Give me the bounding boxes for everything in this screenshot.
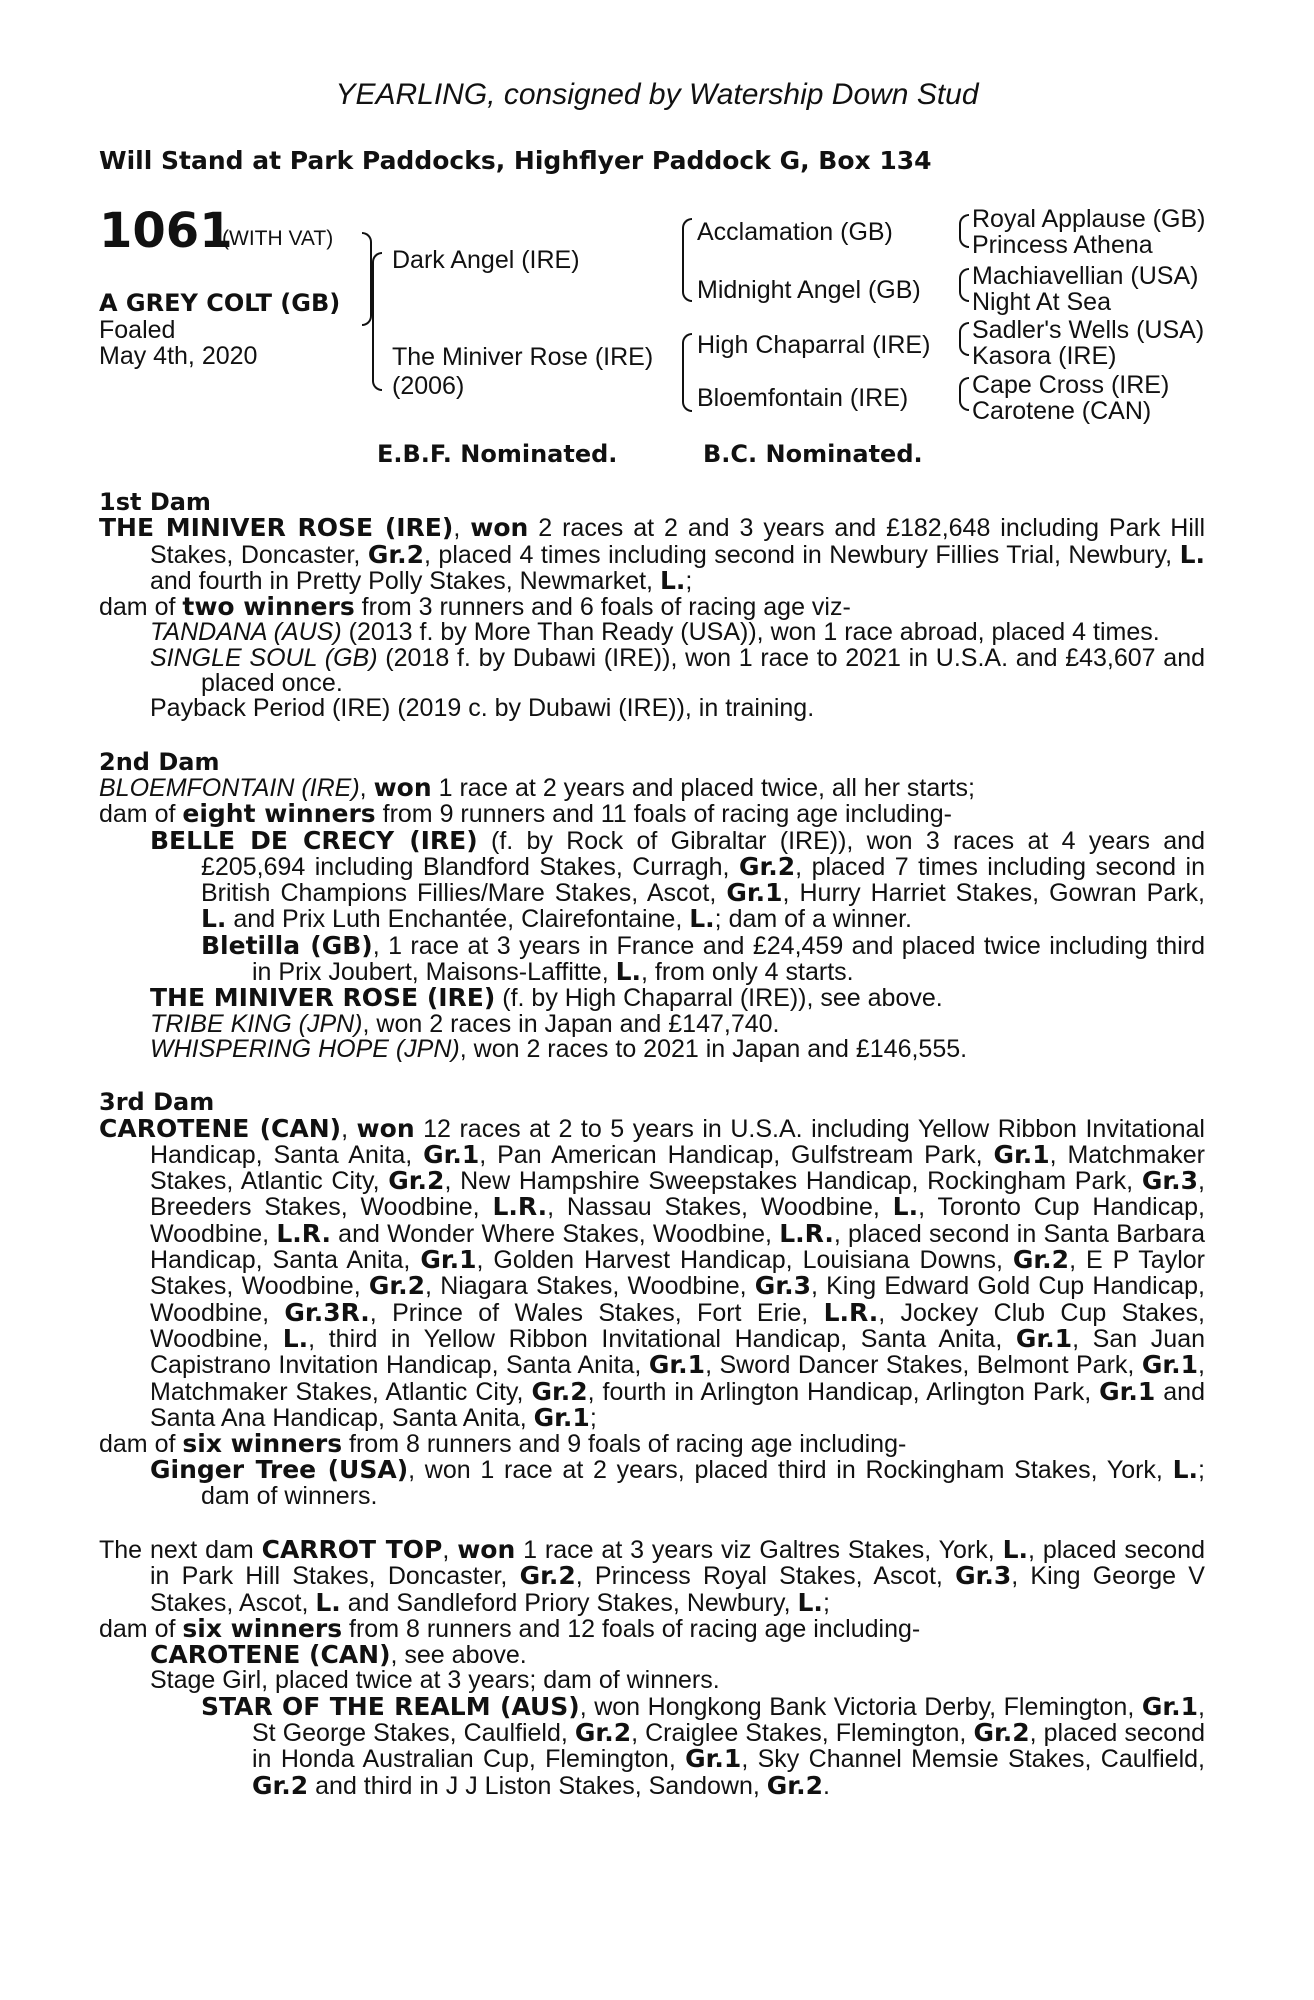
progeny-text: and Prix Luth Enchantée, Clairefontaine, bbox=[226, 905, 690, 934]
progeny-text: , won Hongkong Bank Victoria Derby, Flemington, bbox=[579, 1692, 1142, 1721]
grade-label: Gr.1 bbox=[648, 1350, 706, 1380]
grade-label: Gr.1 bbox=[1099, 1376, 1156, 1406]
grade-label: Gr.2 bbox=[367, 539, 424, 569]
grade-label: Gr.3 bbox=[955, 1561, 1012, 1591]
first-dam-produce bbox=[99, 594, 1205, 620]
grade-label: Gr.3 bbox=[754, 1271, 811, 1301]
second-dam-produce bbox=[99, 801, 1205, 827]
dam-of-text: dam of bbox=[99, 800, 183, 829]
foaled-date: May 4th, 2020 bbox=[99, 342, 258, 370]
brace-sd bbox=[959, 268, 969, 302]
record-text: , Sword Dancer Stakes, Belmont Park, bbox=[705, 1351, 1142, 1380]
sd-sire: Machiavellian (USA) bbox=[972, 262, 1199, 290]
progeny-item bbox=[201, 930, 1205, 987]
grade-label: L.R. bbox=[492, 1192, 548, 1222]
brace-dam-line bbox=[682, 333, 692, 412]
progeny-item bbox=[150, 985, 1205, 1011]
grade-label: Gr.2 bbox=[738, 851, 796, 881]
record-text: 2 races at 2 and 3 years and £182,648 including Park Hill Stakes, Doncaster, bbox=[150, 514, 1205, 569]
listed-label: L. bbox=[1002, 1534, 1028, 1564]
second-dam-heading: 2nd Dam bbox=[99, 747, 220, 776]
winners-count: six winners bbox=[182, 1613, 343, 1643]
dam: The Miniver Rose (IRE) bbox=[392, 343, 654, 371]
dam-of-text: dam of bbox=[99, 1614, 183, 1643]
progeny-name: Ginger Tree (USA) bbox=[150, 1455, 409, 1485]
listed-label: L. bbox=[689, 904, 715, 934]
record-text: , third in Yellow Ribbon Invitational Handicap, Santa Anita, bbox=[308, 1324, 1016, 1353]
vat-note: (WITH VAT) bbox=[222, 227, 334, 250]
record-text: 1 race at 3 years viz Galtres Stakes, York, bbox=[515, 1535, 1003, 1564]
record-text: , New Hampshire Sweepstakes Handicap, Rockingham Park, bbox=[444, 1167, 1142, 1196]
progeny-text: , 1 race at 3 years in France and £24,459 and placed twice including third in Prix Joubert, Maisons-Laffitte, bbox=[252, 931, 1205, 987]
dam-of-text: from 3 runners and 6 foals of racing age viz- bbox=[354, 593, 851, 622]
brace-dd bbox=[959, 377, 969, 411]
progeny-text: . bbox=[822, 1771, 830, 1800]
listed-label: L. bbox=[797, 1587, 823, 1617]
grade-label: Gr.1 bbox=[1015, 1323, 1073, 1353]
dam-of-text: dam of bbox=[99, 1430, 183, 1459]
third-dam-heading: 3rd Dam bbox=[99, 1088, 215, 1117]
third-dam-name: CAROTENE (CAN) bbox=[99, 1113, 342, 1143]
grade-label: Gr.2 bbox=[368, 1271, 426, 1301]
record-text: and Sandleford Priory Stakes, Newbury, bbox=[340, 1588, 798, 1617]
grade-label: Gr.2 bbox=[973, 1718, 1030, 1748]
record-text: and Wonder Where Stakes, Woodbine, bbox=[330, 1219, 780, 1248]
dam-of-text: from 9 runners and 11 foals of racing age including- bbox=[375, 800, 952, 829]
catalogue-body bbox=[99, 490, 1205, 1799]
brace-lot bbox=[362, 232, 372, 326]
next-dam-produce bbox=[99, 1613, 1205, 1643]
progeny-text: , from only 4 starts. bbox=[641, 958, 854, 987]
grade-label: L.R. bbox=[823, 1297, 879, 1327]
lot-number: 1061 bbox=[99, 203, 233, 259]
winners-count: eight winners bbox=[182, 799, 376, 829]
progeny-name: Payback Period (IRE) bbox=[150, 694, 391, 723]
progeny-item bbox=[150, 825, 1206, 934]
grade-label: Gr.1 bbox=[1141, 1691, 1199, 1721]
second-dam-record: BLOEMFONTAIN (IRE), won 1 race at 2 years and placed twice, all her starts; bbox=[99, 772, 975, 802]
progeny-text: , see above. bbox=[390, 1641, 527, 1670]
record-text: , placed second in Santa Barbara Handicap, Santa Anita, bbox=[150, 1219, 1206, 1275]
record-text: ; bbox=[822, 1588, 830, 1617]
brace-ss bbox=[959, 214, 969, 248]
progeny-text: (2013 f. by More Than Ready (USA)), won 1 race abroad, placed 4 times. bbox=[341, 618, 1160, 647]
brace-sire-line bbox=[682, 218, 692, 302]
third-dam-produce bbox=[99, 1431, 1205, 1457]
next-dam-section bbox=[99, 1534, 1206, 1800]
progeny-text: (2018 f. by Dubawi (IRE)), won 1 race to 2021 in U.S.A. and £43,607 and placed once. bbox=[201, 643, 1206, 698]
ebf-nominated: E.B.F. Nominated. bbox=[377, 440, 618, 468]
record-text: , Pan American Handicap, Gulfstream Park, bbox=[479, 1140, 994, 1169]
first-dam-heading: 1st Dam bbox=[99, 488, 211, 516]
record-text: , fourth in Arlington Handicap, Arlington Park, bbox=[587, 1377, 1100, 1406]
record-text: , Golden Harvest Handicap, Louisiana Downs, bbox=[476, 1246, 1013, 1275]
progeny-text: and third in J J Liston Stakes, Sandown, bbox=[308, 1771, 767, 1800]
foaled-label: Foaled bbox=[99, 316, 176, 344]
grade-label: Gr.2 bbox=[252, 1770, 309, 1800]
progeny-item bbox=[150, 696, 1205, 721]
grade-label: Gr.2 bbox=[574, 1718, 632, 1748]
next-dam-intro: The next dam bbox=[99, 1535, 262, 1564]
grade-label: L. bbox=[892, 1192, 919, 1222]
sd-dam: Night At Sea bbox=[972, 288, 1111, 316]
won-label: won bbox=[457, 1534, 516, 1564]
first-dam-section bbox=[99, 490, 1205, 722]
progeny-name: BELLE DE CRECY (IRE) bbox=[150, 825, 478, 855]
next-dam-name: CARROT TOP bbox=[261, 1534, 443, 1564]
progeny-text: ; dam of a winner. bbox=[714, 905, 912, 934]
record-text: ; bbox=[685, 566, 693, 595]
progeny-text: , St George Stakes, Caulfield, bbox=[252, 1692, 1205, 1748]
progeny-text: ; dam of winners. bbox=[201, 1456, 1205, 1510]
grade-label: Gr.1 bbox=[685, 1744, 742, 1774]
dam-of-text: dam of bbox=[99, 593, 183, 622]
dam-of-text: from 8 runners and 12 foals of racing age including- bbox=[342, 1614, 921, 1643]
first-dam-name: THE MINIVER ROSE (IRE) bbox=[99, 513, 454, 543]
progeny-text: (2019 c. by Dubawi (IRE)), in training. bbox=[390, 694, 815, 723]
record-text: , Breeders Stakes, Woodbine, bbox=[150, 1167, 1205, 1222]
progeny-name: SINGLE SOUL (GB) bbox=[150, 643, 378, 672]
record-text: , Prince of Wales Stakes, Fort Erie, bbox=[369, 1298, 824, 1327]
record-text: , Jockey Club Cup Stakes, Woodbine, bbox=[150, 1298, 1205, 1353]
first-dam-record: THE MINIVER ROSE (IRE), won 2 races at 2 and 3 years and £182,648 including Park Hill Stakes, Doncaster, Gr.2, placed 4 times including second in Newbury Fillies Trial, Newbury, L. and fourth in Pretty Polly Stakes, Newmarket, L.; bbox=[99, 513, 1205, 595]
record-text: and Santa Ana Handicap, Santa Anita, bbox=[150, 1377, 1205, 1432]
progeny-text: , won 2 races in Japan and £147,740. bbox=[362, 1009, 780, 1038]
sire: Dark Angel (IRE) bbox=[392, 246, 580, 274]
record-text: , Nassau Stakes, Woodbine, bbox=[547, 1193, 893, 1222]
progeny-item bbox=[150, 643, 1206, 698]
dam-year: (2006) bbox=[392, 372, 465, 400]
record-text: , San Juan Capistrano Invitation Handicap, Santa Anita, bbox=[150, 1324, 1206, 1380]
dd-dam: Carotene (CAN) bbox=[972, 397, 1152, 425]
ds-dam: Kasora (IRE) bbox=[972, 342, 1117, 370]
progeny-item bbox=[150, 1457, 1205, 1509]
second-dam-name: BLOEMFONTAIN (IRE) bbox=[99, 773, 360, 802]
won-label: won bbox=[470, 513, 529, 543]
dd-sire: Cape Cross (IRE) bbox=[972, 371, 1170, 399]
dam-of-text: from 8 runners and 9 foals of racing age including- bbox=[342, 1430, 907, 1459]
progeny-name: CAROTENE (CAN) bbox=[150, 1640, 391, 1670]
sire-dam: Midnight Angel (GB) bbox=[697, 276, 921, 304]
grade-label: Gr.2 bbox=[766, 1770, 823, 1800]
third-dam-section bbox=[99, 1090, 1205, 1509]
grade-label: Gr.3R. bbox=[284, 1297, 370, 1327]
progeny-text: , won 2 races to 2021 in Japan and £146,555. bbox=[459, 1034, 968, 1063]
record-text: , E P Taylor Stakes, Woodbine, bbox=[150, 1246, 1205, 1301]
record-text: , placed second in Park Hill Stakes, Doncaster, bbox=[150, 1535, 1205, 1591]
record-text: , placed 4 times including second in Newbury Fillies Trial, Newbury, bbox=[424, 540, 1180, 569]
record-text: 12 races at 2 to 5 years in U.S.A. including Yellow Ribbon Invitational Handicap, Santa Anita, bbox=[150, 1114, 1205, 1169]
progeny-item bbox=[150, 620, 1205, 645]
grade-label: Gr.1 bbox=[993, 1139, 1050, 1169]
grade-label: Gr.2 bbox=[519, 1561, 576, 1591]
progeny-name: TRIBE KING (JPN) bbox=[150, 1009, 363, 1038]
record-text: , King Edward Gold Cup Handicap, Woodbine, bbox=[150, 1272, 1205, 1327]
progeny-item bbox=[150, 1642, 1205, 1668]
grade-label: Gr.1 bbox=[726, 878, 783, 908]
grade-label: Gr.1 bbox=[420, 1245, 477, 1275]
won-label: won bbox=[356, 1113, 415, 1143]
progeny-name: Bletilla (GB) bbox=[201, 930, 373, 960]
progeny-text: , Hurry Harriet Stakes, Gowran Park, bbox=[782, 879, 1205, 908]
grade-label: Gr.1 bbox=[423, 1139, 480, 1169]
record-text: , Matchmaker Stakes, Atlantic City, bbox=[150, 1351, 1205, 1406]
progeny-text: , placed 7 times including second in British Champions Fillies/Mare Stakes, Ascot, bbox=[201, 852, 1206, 908]
progeny-name: WHISPERING HOPE (JPN) bbox=[150, 1034, 460, 1063]
record-text: 1 race at 2 years and placed twice, all her starts; bbox=[431, 773, 975, 802]
progeny-item: Stage Girl, placed twice at 3 years; dam of winners. bbox=[150, 1666, 720, 1695]
progeny-item bbox=[201, 1691, 1206, 1800]
dam-dam: Bloemfontain (IRE) bbox=[697, 384, 909, 412]
stand-location: Will Stand at Park Paddocks, Highflyer Paddock G, Box 134 bbox=[99, 146, 932, 175]
progeny-name: TANDANA (AUS) bbox=[150, 618, 342, 647]
grade-label: Gr.1 bbox=[533, 1402, 590, 1432]
lot-description: A GREY COLT (GB) bbox=[99, 289, 341, 317]
record-text: , Niagara Stakes, Woodbine, bbox=[425, 1272, 755, 1301]
grade-label: Gr.2 bbox=[388, 1166, 445, 1196]
listed-label: L. bbox=[315, 1587, 341, 1617]
record-text: , Princess Royal Stakes, Ascot, bbox=[575, 1562, 956, 1591]
brace-parents bbox=[372, 252, 382, 391]
listed-label: L. bbox=[659, 565, 686, 595]
bc-nominated: B.C. Nominated. bbox=[703, 440, 923, 468]
record-text: and fourth in Pretty Polly Stakes, Newmarket, bbox=[150, 566, 660, 595]
progeny-text: , Craiglee Stakes, Flemington, bbox=[631, 1719, 974, 1748]
record-text: , Matchmaker Stakes, Atlantic City, bbox=[150, 1140, 1205, 1196]
won-label: won bbox=[373, 772, 432, 802]
grade-label: Gr.2 bbox=[1012, 1245, 1070, 1275]
grade-label: L. bbox=[282, 1323, 309, 1353]
ss-sire: Royal Applause (GB) bbox=[972, 205, 1206, 233]
second-dam-section bbox=[99, 747, 1206, 1063]
grade-label: L.R. bbox=[779, 1218, 834, 1248]
progeny-text: , placed second in Honda Australian Cup, Flemington, bbox=[252, 1719, 1206, 1774]
listed-label: L. bbox=[1172, 1455, 1199, 1485]
grade-label: Gr.2 bbox=[531, 1376, 588, 1406]
listed-label: L. bbox=[201, 904, 227, 934]
progeny-item bbox=[150, 1009, 1205, 1038]
ss-dam: Princess Athena bbox=[972, 231, 1153, 259]
sire-sire: Acclamation (GB) bbox=[697, 218, 893, 246]
page-heading: YEARLING, consigned by Watership Down Stud bbox=[335, 78, 979, 111]
winners-count: six winners bbox=[182, 1429, 343, 1459]
progeny-text: (f. by Rock of Gibraltar (IRE)), won 3 races at 4 years and £205,694 including Blandford Stakes, Curragh, bbox=[201, 826, 1205, 881]
progeny-name: STAR OF THE REALM (AUS) bbox=[201, 1691, 580, 1721]
listed-label: L. bbox=[1179, 539, 1205, 569]
progeny-text: , Sky Channel Memsie Stakes, Caulfield, bbox=[741, 1745, 1205, 1774]
winners-count: two winners bbox=[182, 592, 355, 622]
grade-label: Gr.3 bbox=[1141, 1166, 1199, 1196]
progeny-item bbox=[150, 1034, 1205, 1063]
grade-label: L.R. bbox=[276, 1218, 331, 1248]
listed-label: L. bbox=[615, 957, 642, 987]
progeny-text: , won 1 race at 2 years, placed third in Rockingham Stakes, York, bbox=[408, 1456, 1173, 1485]
progeny-name: THE MINIVER ROSE (IRE) bbox=[150, 983, 496, 1013]
dam-sire: High Chaparral (IRE) bbox=[697, 331, 931, 359]
next-dam-record: The next dam CARROT TOP, won 1 race at 3 years viz Galtres Stakes, York, L., placed second in Park Hill Stakes, Doncaster, Gr.2, Princess Royal Stakes, Ascot, Gr.3, King George V Stakes, Ascot, L. and Sandleford Priory Stakes, Newbury, L.; bbox=[99, 1534, 1205, 1617]
grade-label: Gr.1 bbox=[1141, 1350, 1199, 1380]
record-text: , King George V Stakes, Ascot, bbox=[150, 1562, 1205, 1617]
progeny-text: (f. by High Chaparral (IRE)), see above. bbox=[495, 984, 943, 1013]
record-text: , Toronto Cup Handicap, Woodbine, bbox=[150, 1193, 1205, 1248]
third-dam-record: CAROTENE (CAN), won 12 races at 2 to 5 years in U.S.A. including Yellow Ribbon Invitational Handicap, Santa Anita, Gr.1, Pan American Handicap, Gulfstream Park, Gr.1, Matchmaker Stakes, Atlantic City, Gr.2, New Hampshire Sweepstakes Handicap, Rockingham Park, Gr.3, Breeders Stakes, Woodbine, L.R., Nassau Stakes, Woodbine, L., Toronto Cup Handicap, Woodbine, L.R. and Wonder Where Stakes, Woodbine, L.R., placed second in Santa Barbara Handicap, Santa Anita, Gr.1, Golden Harvest Handicap, Louisiana Downs, Gr.2, E P Taylor Stakes, Woodbine, Gr.2, Niagara Stakes, Woodbine, Gr.3, King Edward Gold Cup Handicap, Woodbine, Gr.3R., Prince of Wales Stakes, Fort Erie, L.R., Jockey Club Cup Stakes, Woodbine, L., third in Yellow Ribbon Invitational Handicap, Santa Anita, Gr.1, San Juan Capistrano Invitation Handicap, Santa Anita, Gr.1, Sword Dancer Stakes, Belmont Park, Gr.1, Matchmaker Stakes, Atlantic City, Gr.2, fourth in Arlington Handicap, Arlington Park, Gr.1 and Santa Ana Handicap, Santa Anita, Gr.1; bbox=[99, 1113, 1206, 1432]
brace-ds bbox=[959, 322, 969, 356]
record-text: ; bbox=[589, 1403, 597, 1432]
ds-sire: Sadler's Wells (USA) bbox=[972, 316, 1205, 344]
